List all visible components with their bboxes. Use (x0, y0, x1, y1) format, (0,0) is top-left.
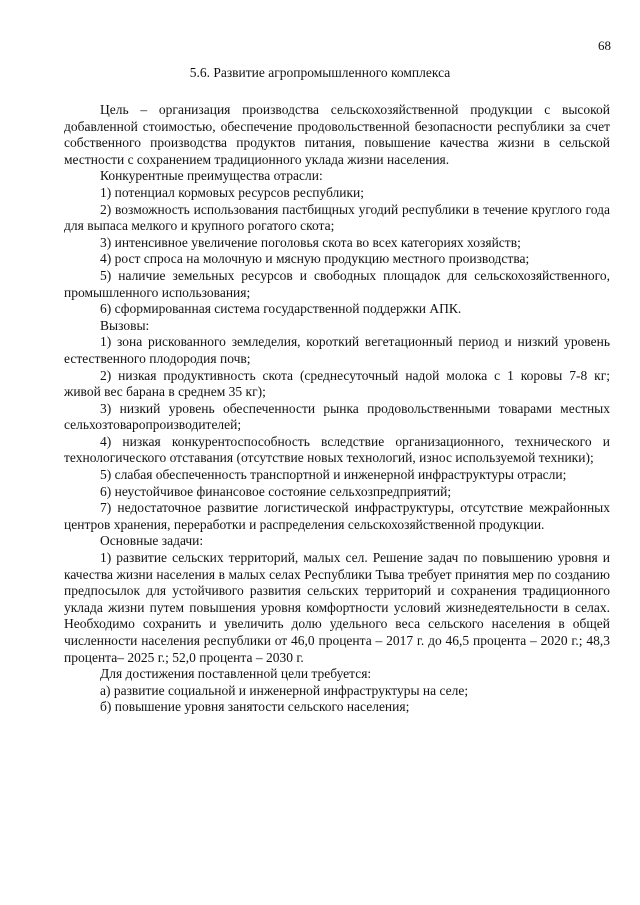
paragraph: Конкурентные преимущества отрасли: (100, 168, 323, 184)
list-item: 7) недостаточное развитие логистической инфраструктуры, отсутствие межрайонных центров хранения, переработки и распределения сельскохозяйственной продукции. (64, 500, 610, 532)
list-item: 1) развитие сельских территорий, малых сел. Решение задач по повышению уровня и качества жизни населения в малых селах Республики Тыва требует принятия мер по созданию предпосылок для устойчивого развития сельских территорий и сохранения традиционного уклада жизни путем повышения уровня комфортности условий жизнедеятельности в селах. Необходимо сохранить и увеличить долю удельного веса сельского населения в общей численности населения республики от 46,0 процента – 2017 г. до 46,5 процента – 2020 г.; 48,3 процента– 2025 г.; 52,0 процента – 2030 г. (64, 550, 610, 665)
list-item: 3) интенсивное увеличение поголовья скота во всех категориях хозяйств; (100, 234, 521, 250)
list-item: 5) слабая обеспеченность транспортной и инженерной инфраструктуры отрасли; (100, 467, 567, 483)
list-item: 6) неустойчивое финансовое состояние сельхозпредприятий; (100, 483, 452, 499)
paragraph: Вызовы: (100, 317, 150, 333)
list-item: 2) низкая продуктивность скота (среднесуточный надой молока с 1 коровы 7-8 кг; живой вес барана в среднем 35 кг); (64, 367, 610, 400)
paragraph: Для достижения поставленной цели требуется: (100, 666, 372, 682)
list-item: а) развитие социальной и инженерной инфраструктуры на селе; (100, 682, 469, 698)
list-item: 4) рост спроса на молочную и мясную продукцию местного производства; (100, 251, 530, 267)
page-number: 68 (598, 38, 611, 53)
paragraph: Основные задачи: (100, 533, 204, 549)
section-heading: 5.6. Развитие агропромышленного комплекса (189, 65, 451, 80)
list-item: 2) возможность использования пастбищных угодий республики в течение круглого года для выпаса мелкого и крупного рогатого скота; (64, 201, 610, 234)
list-item: б) повышение уровня занятости сельского населения; (100, 699, 410, 715)
list-item: 5) наличие земельных ресурсов и свободных площадок для сельскохозяйственного, промышленного использования; (64, 267, 610, 300)
list-item: 1) зона рискованного земледелия, короткий вегетационный период и низкий уровень естественного плодородия почв; (64, 334, 610, 366)
document-body (64, 102, 610, 716)
list-item: 3) низкий уровень обеспеченности рынка продовольственными товарами местных сельхозтоваропроизводителей; (64, 400, 610, 433)
paragraph: Цель – организация производства сельскохозяйственной продукции с высокой добавленной стоимостью, обеспечение продовольственной безопасности республики за счет собственного производства продуктов питания, повышение качества жизни в сельской местности с сохранением традиционного уклада жизни населения. (64, 102, 610, 167)
list-item: 4) низкая конкурентоспособность вследствие организационного, технического и технологического отставания (отсутствие новых технологий, износ используемой техники); (64, 433, 610, 466)
list-item: 1) потенциал кормовых ресурсов республики; (100, 184, 365, 200)
list-item: 6) сформированная система государственной поддержки АПК. (100, 301, 462, 317)
